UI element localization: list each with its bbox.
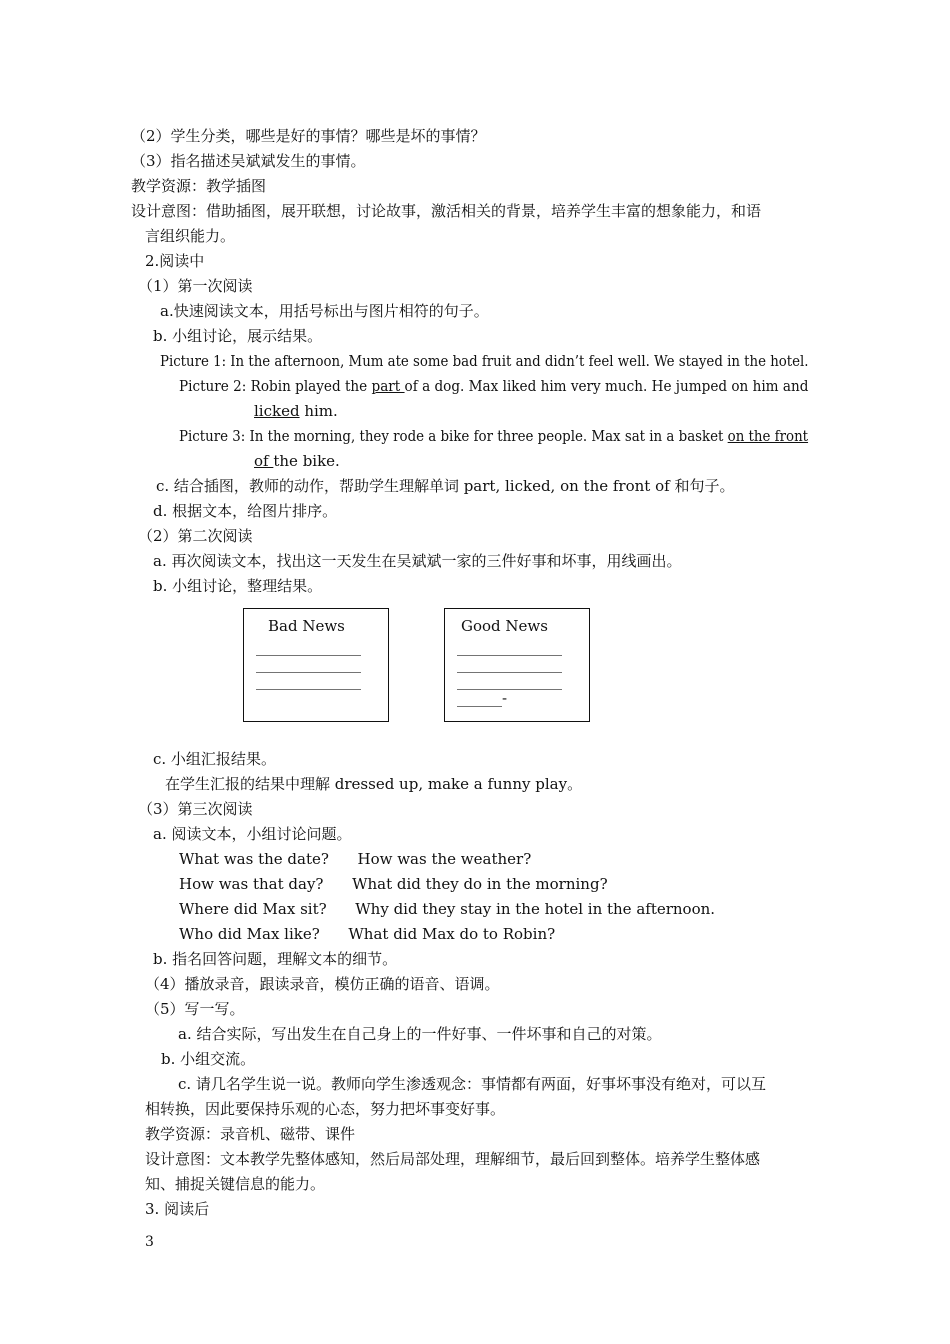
text-line: （4）播放录音，跟读录音，模仿正确的语音、语调。 (145, 975, 500, 993)
subsection-heading: （3）第三次阅读 (138, 800, 253, 818)
text-line: （2）学生分类，哪些是好的事情？哪些是坏的事情？ (131, 127, 486, 145)
blank-line: ______________ (457, 638, 562, 656)
text-line: b. 指名回答问题，理解文本的细节。 (153, 950, 398, 968)
text-line: 教学资源：录音机、磁带、课件 (145, 1125, 356, 1143)
section-heading: 2.阅读中 (145, 252, 205, 270)
page-number: 3 (145, 1234, 154, 1250)
picture-sentence: Picture 2: Robin played the part of a dog. Max liked him very much. He jumped on him and (179, 377, 809, 395)
blank-line: ______________ (457, 655, 562, 673)
text-line: b. 小组交流。 (161, 1050, 256, 1068)
text-line: （5）写一写。 (145, 1000, 245, 1018)
question-line: How was that day? What did they do in the morning? (179, 875, 608, 893)
question-line: Where did Max sit? Why did they stay in the hotel in the afternoon. (179, 900, 716, 918)
text-line: 教学资源：教学插图 (131, 177, 267, 195)
picture-sentence: Picture 3: In the morning, they rode a bike for three people. Max sat in a basket on the front (179, 427, 809, 445)
bad-news-box (243, 608, 389, 722)
text-line: a. 阅读文本，小组讨论问题。 (153, 825, 352, 843)
picture-sentence-continued: licked him. (254, 402, 338, 420)
blank-line: ______________ (256, 638, 361, 656)
bad-news-title: Bad News (268, 617, 345, 635)
text-line: （3）指名描述吴斌斌发生的事情。 (131, 152, 366, 170)
picture-sentence: Picture 1: In the afternoon, Mum ate some bad fruit and didn’t feel well. We stayed in the hotel. (160, 352, 809, 370)
text-line: 言组织能力。 (145, 227, 236, 245)
text-line: 相转换，因此要保持乐观的心态，努力把坏事变好事。 (145, 1100, 506, 1118)
good-news-title: Good News (461, 617, 548, 635)
blank-line: ______- (457, 689, 508, 707)
text-line: 设计意图：借助插图，展开联想，讨论故事，激活相关的背景，培养学生丰富的想象能力，和语 (131, 202, 762, 220)
text-line: c. 结合插图，教师的动作，帮助学生理解单词 part, licked, on the front of 和句子。 (156, 477, 735, 495)
text-line: a. 结合实际，写出发生在自己身上的一件好事、一件坏事和自己的对策。 (178, 1025, 662, 1043)
good-news-box (444, 608, 590, 722)
text-line: b. 小组讨论，整理结果。 (153, 577, 323, 595)
underlined-word: licked (254, 402, 300, 420)
subsection-heading: （1）第一次阅读 (138, 277, 253, 295)
text-line: 知、捕捉关键信息的能力。 (145, 1175, 326, 1193)
question-line: What was the date? How was the weather? (179, 850, 532, 868)
section-heading: 3. 阅读后 (145, 1200, 210, 1218)
underlined-phrase: on the front (727, 427, 809, 445)
text-line: a.快速阅读文本，用括号标出与图片相符的句子。 (160, 302, 489, 320)
picture-sentence-continued: of the bike. (254, 452, 340, 470)
text-line: a. 再次阅读文本，找出这一天发生在吴斌斌一家的三件好事和坏事，用线画出。 (153, 552, 682, 570)
text-line: 设计意图：文本教学先整体感知，然后局部处理，理解细节，最后回到整体。培养学生整体感 (145, 1150, 761, 1168)
blank-line: ______________ (256, 655, 361, 673)
underlined-phrase: of (254, 452, 274, 470)
blank-line: ______________ (457, 672, 562, 690)
blank-line: ______________ (256, 672, 361, 690)
text-line: c. 小组汇报结果。 (153, 750, 276, 768)
text-line: c. 请几名学生说一说。教师向学生渗透观念：事情都有两面，好事坏事没有绝对，可以互 (178, 1075, 766, 1093)
subsection-heading: （2）第二次阅读 (138, 527, 253, 545)
question-line: Who did Max like? What did Max do to Robin? (179, 925, 556, 943)
text-line: 在学生汇报的结果中理解 dressed up, make a funny play。 (165, 775, 583, 793)
underlined-word: part (371, 377, 405, 395)
text-line: b. 小组讨论，展示结果。 (153, 327, 323, 345)
text-line: d. 根据文本，给图片排序。 (153, 502, 338, 520)
